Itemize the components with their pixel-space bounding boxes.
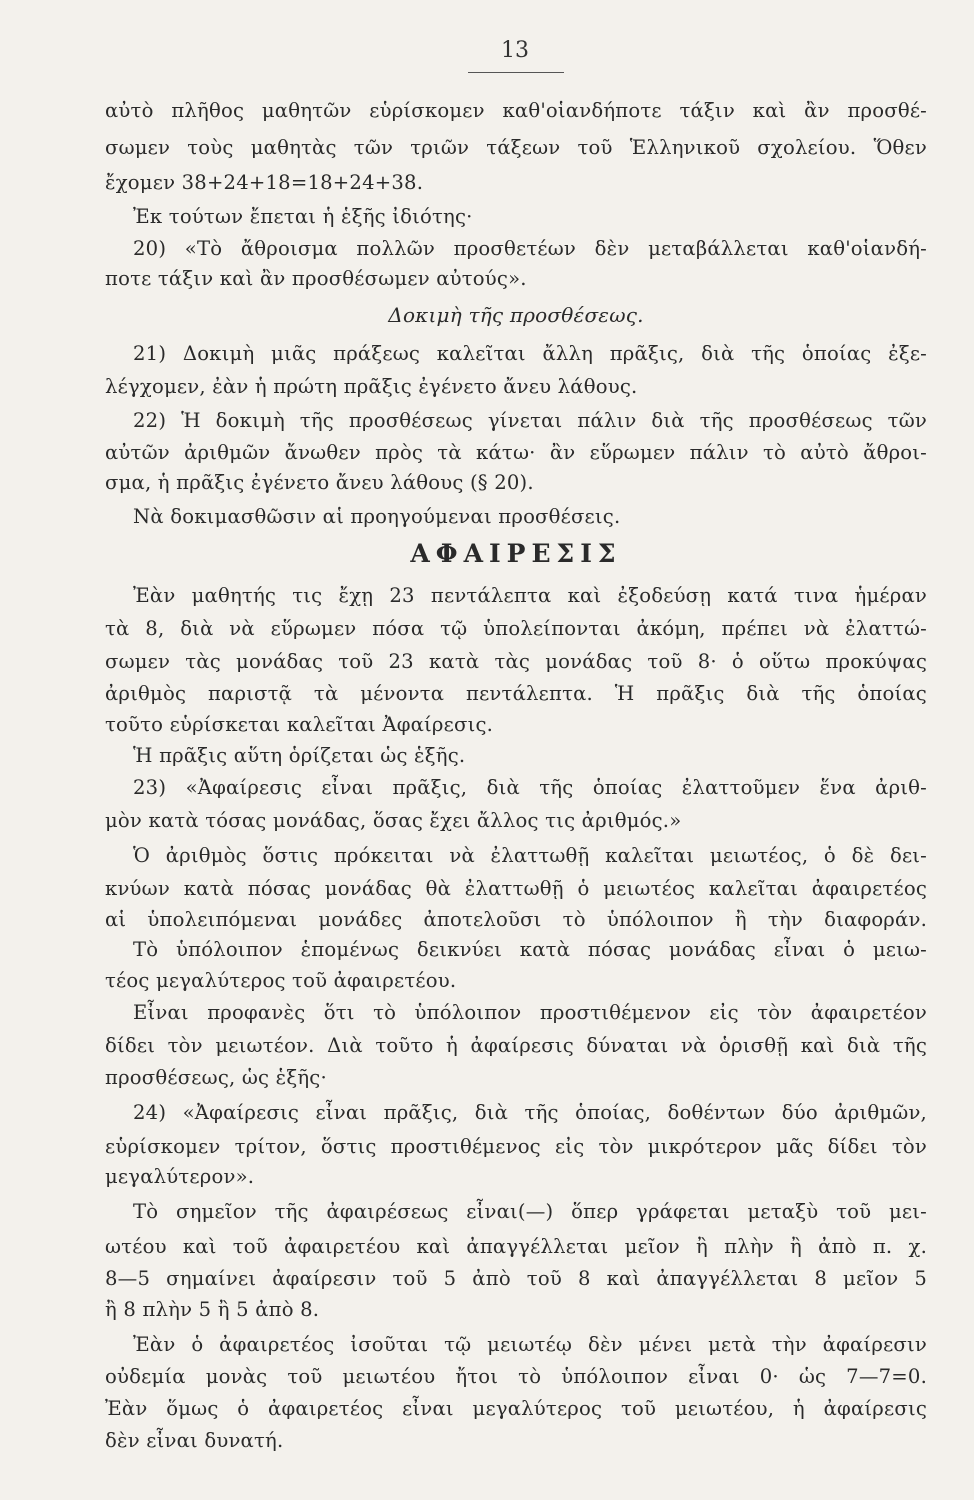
text-line: σωμεν τὰς μονάδας τοῦ 23 κατὰ τὰς μονάδας τοῦ 8· ὁ οὕτω προκύψας [105, 650, 927, 673]
text-line: εὑρίσκομεν τρίτον, ὅστις προστιθέμενος εἰς τὸν μικρότερον μᾶς δίδει τὸν [105, 1135, 927, 1158]
text-line: σωμεν τοὺς μαθητὰς τῶν τριῶν τάξεων τοῦ Ἑλληνικοῦ σχολείου. Ὅθεν [105, 136, 927, 159]
text-line: αὐτὸ πλῆθος μαθητῶν εὑρίσκομεν καθ'οἱανδήποτε τάξιν καὶ ἂν προσθέ- [105, 99, 927, 122]
text-line: Ἐὰν ὁ ἀφαιρετέος ἰσοῦται τῷ μειωτέῳ δὲν μένει μετὰ τὴν ἀφαίρεσιν [133, 1333, 927, 1356]
text-line: 23) «Ἀφαίρεσις εἶναι πρᾶξις, διὰ τῆς ὁποίας ἐλαττοῦμεν ἕνα ἀριθ- [133, 776, 927, 799]
text-line: αὐτῶν ἀριθμῶν ἄνωθεν πρὸς τὰ κάτω· ἂν εὕρωμεν πάλιν τὸ αὐτὸ ἄθροι- [105, 441, 927, 464]
text-line: Ἐκ τούτων ἔπεται ἡ ἑξῆς ἰδιότης· [133, 205, 473, 228]
text-line: προσθέσεως, ὡς ἑξῆς· [105, 1066, 327, 1089]
text-line: 8—5 σημαίνει ἀφαίρεσιν τοῦ 5 ἀπὸ τοῦ 8 καὶ ἀπαγγέλλεται 8 μεῖον 5 [105, 1267, 927, 1290]
text-line: ωτέου καὶ τοῦ ἀφαιρετέου καὶ ἀπαγγέλλεται μεῖον ἢ πλὴν ἢ ἀπὸ π. χ. [105, 1235, 927, 1258]
text-line: τέος μεγαλύτερος τοῦ ἀφαιρετέου. [105, 969, 457, 992]
text-line: ποτε τάξιν καὶ ἂν προσθέσωμεν αὐτούς». [105, 267, 527, 290]
text-line: ἔχομεν 38+24+18=18+24+38. [105, 171, 424, 194]
text-line: μὸν κατὰ τόσας μονάδας, ὅσας ἔχει ἄλλος τις ἀριθμός.» [105, 809, 682, 832]
text-line: 21) Δοκιμὴ μιᾶς πράξεως καλεῖται ἄλλη πρᾶξις, διὰ τῆς ὁποίας ἐξε- [133, 342, 927, 365]
text-line: Ὁ ἀριθμὸς ὅστις πρόκειται νὰ ἐλαττωθῇ καλεῖται μειωτέος, ὁ δὲ δει- [133, 844, 927, 867]
text-line: Ἡ πρᾶξις αὕτη ὁρίζεται ὡς ἑξῆς. [133, 744, 466, 767]
page-number-rule [468, 72, 564, 73]
text-line: μεγαλύτερον». [105, 1165, 255, 1188]
text-line: Τὸ σημεῖον τῆς ἀφαιρέσεως εἶναι(—) ὅπερ γράφεται μεταξὺ τοῦ μει- [133, 1200, 927, 1223]
text-line: λέγχομεν, ἐὰν ἡ πρώτη πρᾶξις ἐγένετο ἄνευ λάθους. [105, 375, 638, 398]
text-line: Νὰ δοκιμασθῶσιν αἱ προηγούμεναι προσθέσεις. [133, 505, 621, 528]
text-line: Τὸ ὑπόλοιπον ἑπομένως δεικνύει κατὰ πόσας μονάδας εἶναι ὁ μειω- [133, 938, 927, 961]
text-line: αἱ ὑπολειπόμεναι μονάδες ἀποτελοῦσι τὸ ὑπόλοιπον ἢ τὴν διαφοράν. [105, 908, 927, 931]
text-line: Εἶναι προφανὲς ὅτι τὸ ὑπόλοιπον προστιθέμενον εἰς τὸν ἀφαιρετέον [133, 1001, 927, 1024]
text-line: Ἐὰν ὅμως ὁ ἀφαιρετέος εἶναι μεγαλύτερος τοῦ μειωτέου, ἡ ἀφαίρεσις [105, 1397, 927, 1420]
page-number: 13 [501, 38, 529, 63]
text-line: δὲν εἶναι δυνατή. [105, 1429, 284, 1452]
text-line: σμα, ἡ πρᾶξις ἐγένετο ἄνευ λάθους (§ 20). [105, 471, 534, 494]
chapter-heading: ΑΦΑΙΡΕΣΙΣ [410, 539, 622, 568]
text-line: τοῦτο εὑρίσκεται καλεῖται Ἀφαίρεσις. [105, 713, 494, 736]
text-line: 22) Ἡ δοκιμὴ τῆς προσθέσεως γίνεται πάλιν διὰ τῆς προσθέσεως τῶν [133, 409, 927, 432]
section-heading: Δοκιμὴ τῆς προσθέσεως. [388, 303, 644, 327]
text-line: οὐδεμία μονὰς τοῦ μειωτέου ἤτοι τὸ ὑπόλοιπον εἶναι 0· ὡς 7—7=0. [105, 1365, 927, 1388]
text-line: ἢ 8 πλὴν 5 ἢ 5 ἀπὸ 8. [105, 1298, 320, 1321]
text-line: 24) «Ἀφαίρεσις εἶναι πρᾶξις, διὰ τῆς ὁποίας, δοθέντων δύο ἀριθμῶν, [133, 1101, 927, 1124]
text-line: κνύων κατὰ πόσας μονάδας θὰ ἐλαττωθῇ ὁ μειωτέος καλεῖται ἀφαιρετέος [105, 877, 927, 900]
text-line: Ἐὰν μαθητής τις ἔχῃ 23 πεντάλεπτα καὶ ἐξοδεύσῃ κατά τινα ἡμέραν [133, 584, 927, 607]
text-line: 20) «Τὸ ἄθροισμα πολλῶν προσθετέων δὲν μεταβάλλεται καθ'οἱανδή- [133, 237, 927, 260]
text-line: δίδει τὸν μειωτέον. Διὰ τοῦτο ἡ ἀφαίρεσις δύναται νὰ ὁρισθῇ καὶ διὰ τῆς [105, 1034, 927, 1057]
text-line: ἀριθμὸς παριστᾷ τὰ μένοντα πεντάλεπτα. Ἡ πρᾶξις διὰ τῆς ὁποίας [105, 682, 927, 705]
text-line: τὰ 8, διὰ νὰ εὕρωμεν πόσα τῷ ὑπολείπονται ἀκόμη, πρέπει νὰ ἐλαττώ- [105, 617, 927, 640]
